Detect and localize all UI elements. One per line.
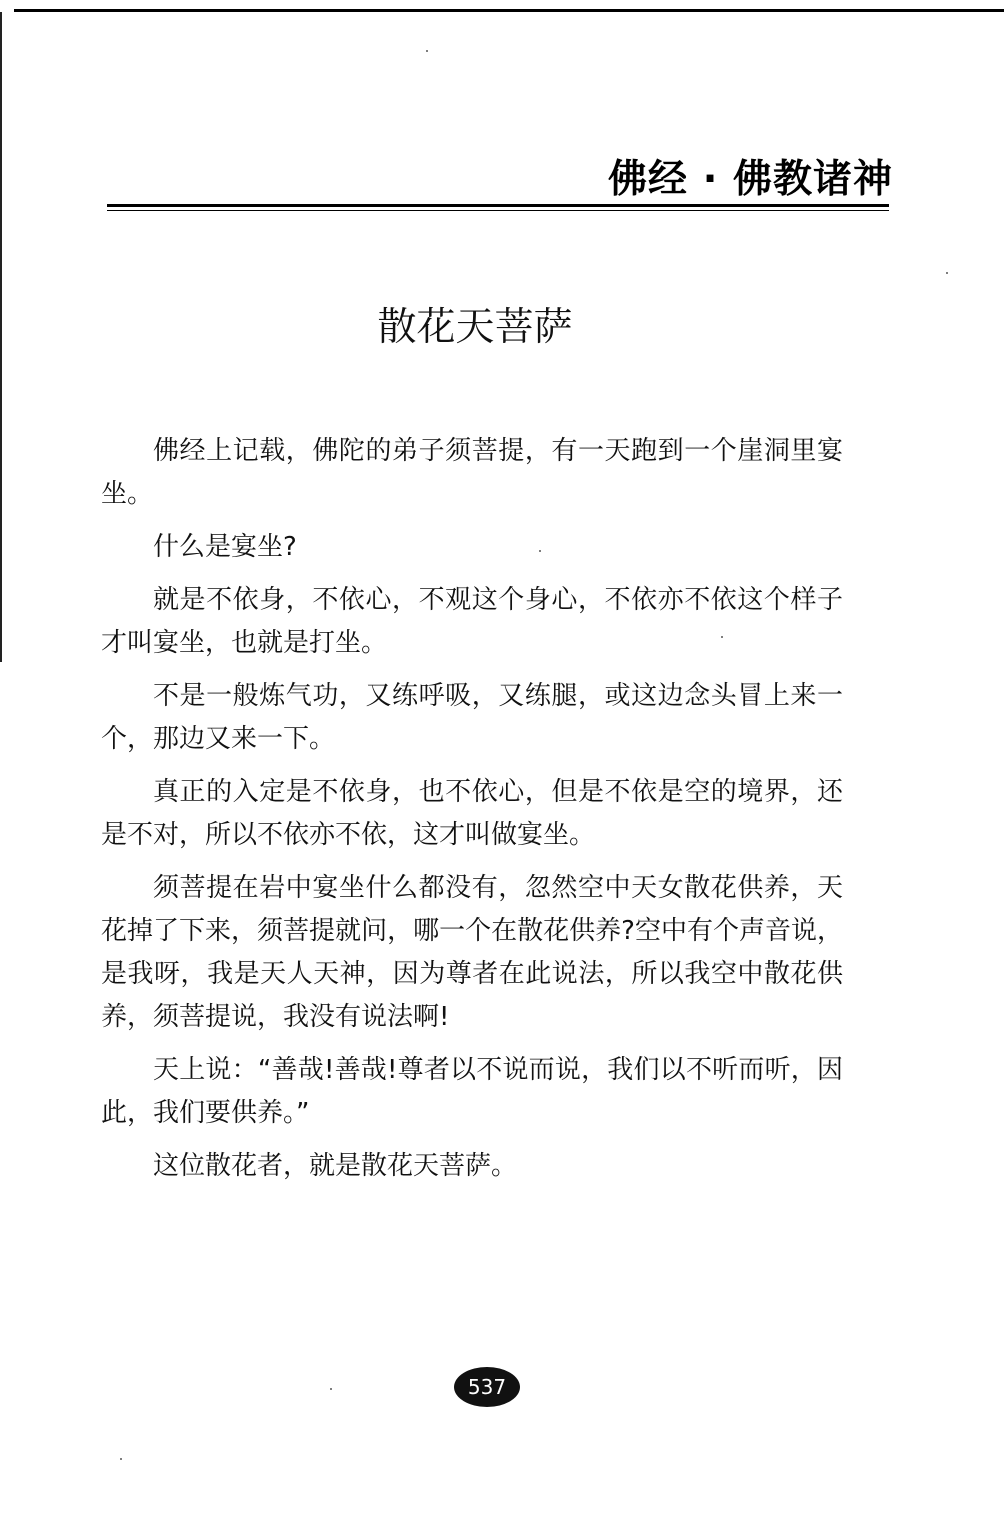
scan-speck <box>946 272 948 274</box>
top-border-rule <box>14 9 1004 12</box>
scan-speck <box>539 550 541 552</box>
article-body <box>101 430 843 1198</box>
paragraph: 佛经上记载，佛陀的弟子须菩提，有一天跑到一个崖洞里宴坐。 <box>101 436 843 509</box>
paragraph: 真正的入定是不依身，也不依心，但是不依是空的境界，还是不对，所以不依亦不依，这才叫做宴坐。 <box>101 777 843 850</box>
page-number-badge: 537 <box>454 1367 520 1407</box>
header-rule-thin <box>107 210 889 211</box>
paragraph: 须菩提在岩中宴坐什么都没有，忽然空中天女散花供养，天花掉了下来，须菩提就问，哪一个在散花供养?空中有个声音说，是我呀，我是天人天神，因为尊者在此说法，所以我空中散花供养，须菩提说，我没有说法啊! <box>101 873 843 1032</box>
paragraph: 天上说：“善哉!善哉!尊者以不说而说，我们以不听而听，因此，我们要供养。” <box>101 1055 843 1128</box>
header-rule-thick <box>107 204 889 207</box>
scan-speck <box>330 1388 332 1390</box>
paragraph: 就是不依身，不依心，不观这个身心，不依亦不依这个样子才叫宴坐，也就是打坐。 <box>101 585 843 658</box>
scan-speck <box>120 1458 122 1460</box>
scan-speck <box>426 50 428 52</box>
paragraph: 这位散花者，就是散花天菩萨。 <box>153 1151 518 1181</box>
article-title: 散花天菩萨 <box>377 305 573 350</box>
paragraph: 不是一般炼气功，又练呼吸，又练腿，或这边念头冒上来一个，那边又来一下。 <box>101 681 843 754</box>
scan-speck <box>721 636 723 638</box>
paragraph: 什么是宴坐? <box>153 532 297 562</box>
section-header: 佛经 · 佛教诸神 <box>608 157 893 202</box>
